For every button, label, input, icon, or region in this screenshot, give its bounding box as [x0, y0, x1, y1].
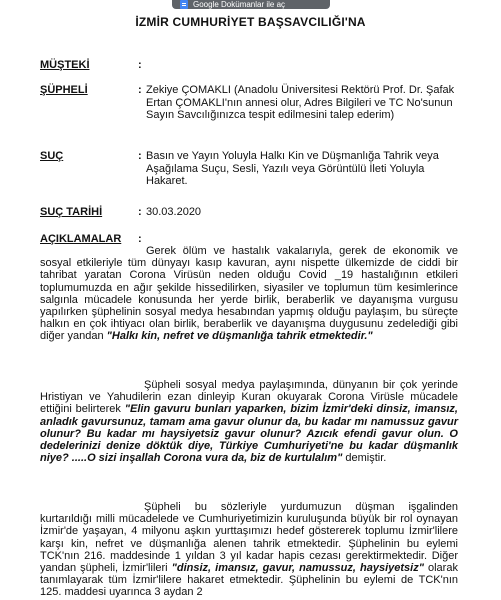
- musteki-colon: :: [138, 59, 142, 71]
- supheli-colon: :: [138, 84, 142, 96]
- musteki-label: MÜŞTEKİ: [40, 59, 90, 71]
- paragraph-1: [40, 245, 458, 343]
- paragraph-3-quote: "dinsiz, imansız, gavur, namussuz, haysiyetsiz": [171, 562, 424, 575]
- paragraph-2-end: demiştir.: [345, 452, 387, 465]
- aciklamalar-label: AÇIKLAMALAR: [40, 233, 122, 245]
- page-title: İZMİR CUMHURİYET BAŞSAVCILIĞI'NA: [135, 15, 366, 29]
- paragraph-3-text: Şüpheli bu sözleriyle yurdumuzun düşman işgalinden kurtarıldığı milli mücadelede ve Cumhuriyetimizin kuruluşunda büyük bir rol oynayan İzmir'de yaşayan, 4 milyonu aşkın yurttaşımızı hedef göstererek toplumu İzmir'lilere karşı kin, nefret ve düşmanlığa alenen tahrik etmektedir. Şüphelinin bu eylemi TCK'nın 216. maddesinde 1 yıldan 3 yıl kadar hapis cezası gerektirmektedir. Diğer yandan şüpheli, İzmir'lileri: [40, 501, 458, 575]
- paragraph-2-text: Şüpheli sosyal medya paylaşımında, dünyanın bir çok yerinde Hristiyan ve Yahudilerin ezan dinleyip Kuran okuyarak Corona Virüsle mücadele ettiğini belirterek: [40, 379, 458, 416]
- supheli-label: ŞÜPHELİ: [40, 84, 88, 96]
- suc-colon: :: [138, 150, 142, 162]
- suc-tarihi-label: SUÇ TARİHİ: [40, 206, 103, 218]
- open-with-label: Google Dokümanlar ile aç: [193, 0, 286, 9]
- open-with-google-docs-button[interactable]: [172, 0, 330, 9]
- paragraph-2-quote: "Elin gavuru bunları yaparken, bizim İzmir'deki dinsiz, imansız, anladık gavursunuz, tamam ama gavur olunur da, bu kadar mı namussuz gavur olunur? Bu kadar mı haysiyetsiz gavur olunur? Azıcık efendi gavur olun. O dedelerinizi denize döktük diye, Türkiye Cumhuriyeti'ne bu kadar düşmanlık niye? .....O sizi inşallah Corona vura da, biz de kurtulalım": [40, 403, 458, 465]
- paragraph-2: [40, 379, 458, 464]
- suc-label: SUÇ: [40, 150, 64, 162]
- paragraph-3-end: olarak tanımlayarak tüm İzmir'lilere hakaret etmektedir. Şüphelinin bu eylemi de TCK'nın 125. maddesi uyarınca 3 aydan 2: [40, 562, 458, 599]
- aciklamalar-colon: :: [138, 233, 142, 245]
- google-docs-icon: [180, 0, 188, 9]
- supheli-value: Zekiye ÇOMAKLI (Anadolu Üniversitesi Rektörü Prof. Dr. Şafak Ertan ÇOMAKLI'nın annesi olur, Adres Bilgileri ve TC No'sunun Sayın Savcılığınızca tespit edilmesini talep ederim): [146, 84, 455, 121]
- paragraph-1-text: Gerek ölüm ve hastalık vakalarıyla, gerek de ekonomik ve sosyal etkileriyle tüm dünyayı kasıp kavuran, aynı nispette ülkemizde de ciddi bir tahribat yaratan Corona Virüsün neden olduğu Covid _19 hastalığının etkileri toplumumuzda en ağır şekilde hissedilirken, siyasiler ve toplumun tüm kesimlerince salgınla mücadele konusunda her yerde birlik, beraberlik ve dayanışma vurgusu yapılırken şüphelinin sosyal medya hesabından yapmış olduğu paylaşım, bu süreçte halkın en çok ihtiyacı olan birlik, beraberlik ve dayanışma duygusunu zedelediği gibi diğer yandan: [40, 245, 458, 343]
- paragraph-1-quote: "Halkı kin, nefret ve düşmanlığa tahrik etmektedir.": [106, 330, 373, 343]
- suc-tarihi-value: 30.03.2020: [146, 206, 202, 218]
- paragraph-3: [40, 501, 458, 599]
- suc-tarihi-colon: :: [138, 206, 142, 218]
- suc-value: Basın ve Yayın Yoluyla Halkı Kin ve Düşmanlığa Tahrik veya Aşağılama Suçu, Sesli, Yazılı veya Görüntülü İleti Yoluyla Hakaret.: [146, 150, 439, 187]
